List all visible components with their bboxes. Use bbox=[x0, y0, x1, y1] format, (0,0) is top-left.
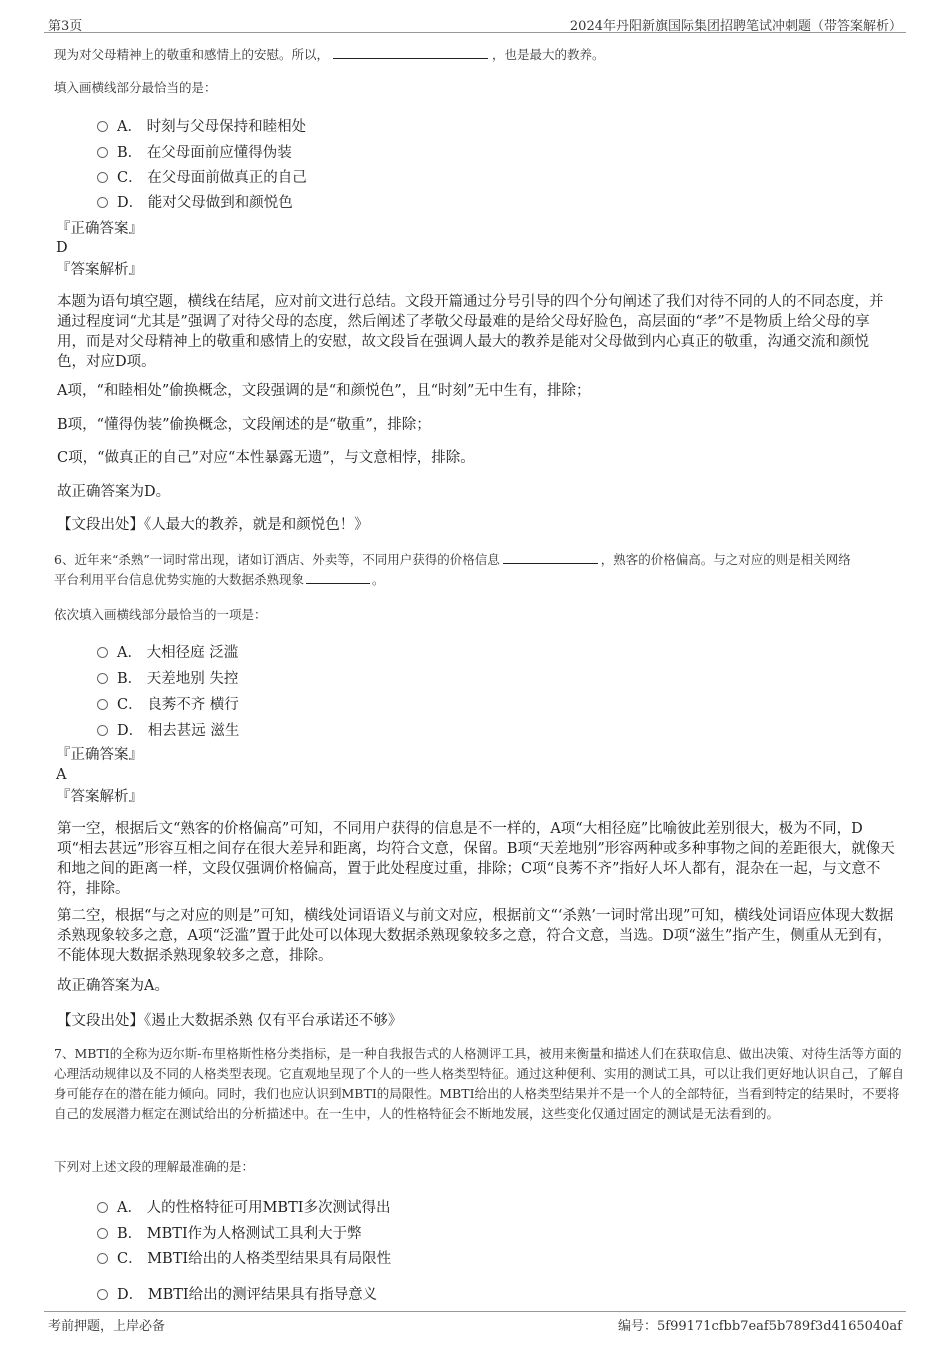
radio-icon[interactable] bbox=[97, 1289, 108, 1300]
q5-explain-b: B项，“懂得伪装”偷换概念，文段阐述的是“敬重”，排除； bbox=[57, 417, 431, 433]
q6-conclusion: 故正确答案为A。 bbox=[57, 978, 169, 994]
q6-analysis-label: 『答案解析』 bbox=[56, 789, 143, 805]
q7-option-d[interactable]: D． MBTI给出的测评结果具有指导意义 bbox=[97, 1283, 377, 1304]
q6-option-a[interactable]: A． 大相径庭 泛滥 bbox=[97, 641, 238, 662]
document-title: 2024年丹阳新旗国际集团招聘笔试冲刺题（带答案解析） bbox=[569, 19, 902, 34]
q6-analysis-1: 第一空，根据后文“熟客的价格偏高”可知，不同用户获得的信息是不一样的，A项“大相径庭”比喻彼此差别很大，极为不同，D项“相去甚远”形容互相之间存在很大差异和距离，均符合文意，保留。B项“天差地别”形容两种或多种事物之间的差距很大，就像天和地之间的距离一样，文段仅强调价格偏高，置于此处程度过重，排除；C项“良莠不齐”指好人坏人都有，混杂在一起，与文意不符，排除。 bbox=[57, 821, 895, 897]
q5-conclusion: 故正确答案为D。 bbox=[57, 484, 171, 500]
q7-option-c[interactable]: C． MBTI给出的人格类型结果具有局限性 bbox=[97, 1247, 391, 1268]
q6-answer-label: 『正确答案』 bbox=[56, 747, 143, 763]
fill-blank bbox=[333, 46, 488, 59]
q6-stem: 6、近年来“杀熟”一词时常出现，诸如订酒店、外卖等，不同用户获得的价格信息 ，熟客的价格偏高。与之对应的则是相关网络 平台利用平台信息优势实施的大数据杀熟现象 。 bbox=[54, 552, 851, 587]
q5-option-a[interactable]: A． 时刻与父母保持和睦相处 bbox=[97, 115, 306, 136]
radio-icon[interactable] bbox=[97, 172, 108, 183]
footer-slogan: 考前押题，上岸必备 bbox=[48, 1319, 166, 1334]
q5-stem: 现为对父母精神上的敬重和感情上的安慰。所以， ，也是最大的教养。 bbox=[54, 47, 605, 62]
q5-prompt: 填入画横线部分最恰当的是： bbox=[54, 80, 217, 95]
q7-option-a[interactable]: A． 人的性格特征可用MBTI多次测试得出 bbox=[97, 1196, 390, 1217]
page-footer bbox=[44, 1311, 906, 1332]
q5-source: 【文段出处】《人最大的教养，就是和颜悦色！》 bbox=[57, 517, 369, 533]
q6-answer: A bbox=[56, 767, 67, 783]
fill-blank bbox=[306, 571, 370, 584]
q5-answer: D bbox=[56, 240, 68, 256]
radio-icon[interactable] bbox=[97, 647, 108, 658]
q7-prompt: 下列对上述文段的理解最准确的是： bbox=[54, 1159, 255, 1174]
q5-explain-a: A项，“和睦相处”偷换概念，文段强调的是“和颜悦色”，且“时刻”无中生有，排除； bbox=[57, 383, 591, 399]
q6-source: 【文段出处】《遏止大数据杀熟 仅有平台承诺还不够》 bbox=[57, 1013, 403, 1029]
radio-icon[interactable] bbox=[97, 725, 108, 736]
q5-option-d[interactable]: D． 能对父母做到和颜悦色 bbox=[97, 191, 293, 212]
radio-icon[interactable] bbox=[97, 699, 108, 710]
radio-icon[interactable] bbox=[97, 1253, 108, 1264]
radio-icon[interactable] bbox=[97, 673, 108, 684]
q6-option-b[interactable]: B． 天差地别 失控 bbox=[97, 667, 238, 688]
fill-blank bbox=[503, 551, 598, 564]
q6-option-c[interactable]: C． 良莠不齐 横行 bbox=[97, 693, 239, 714]
q7-option-b[interactable]: B． MBTI作为人格测试工具利大于弊 bbox=[97, 1222, 362, 1243]
radio-icon[interactable] bbox=[97, 1228, 108, 1239]
q5-option-b[interactable]: B． 在父母面前应懂得伪装 bbox=[97, 141, 292, 162]
page-number: 第3页 bbox=[48, 19, 83, 34]
radio-icon[interactable] bbox=[97, 147, 108, 158]
q5-explain-c: C项，“做真正的自己”对应“本性暴露无遗”，与文意相悖，排除。 bbox=[57, 450, 475, 466]
q5-answer-label: 『正确答案』 bbox=[56, 221, 143, 237]
radio-icon[interactable] bbox=[97, 1202, 108, 1213]
q5-analysis: 本题为语句填空题，横线在结尾，应对前文进行总结。文段开篇通过分号引导的四个分句阐述了我们对待不同的人的不同态度，并通过程度词“尤其是”强调了对待父母的态度，然后阐述了孝敬父母最难的是给父母好脸色，高层面的“孝”不是物质上给父母的享用，而是对父母精神上的敬重和感情上的安慰，故文段旨在强调人最大的教养是能对父母做到内心真正的敬重，沟通交流和颜悦色，对应D项。 bbox=[57, 294, 884, 370]
radio-icon[interactable] bbox=[97, 197, 108, 208]
q6-analysis-2: 第二空，根据“与之对应的则是”可知，横线处词语语义与前文对应，根据前文“‘杀熟’一词时常出现”可知，横线处词语应体现大数据杀熟现象较多之意，A项“泛滥”置于此处可以体现大数据杀熟现象较多之意，符合文意，当选。D项“滋生”指产生，侧重从无到有，不能体现大数据杀熟现象较多之意，排除。 bbox=[57, 908, 894, 964]
q6-prompt: 依次填入画横线部分最恰当的一项是： bbox=[54, 607, 267, 622]
document-code: 编号：5f99171cfbb7eaf5b789f3d4165040af bbox=[618, 1319, 902, 1334]
q5-analysis-label: 『答案解析』 bbox=[56, 262, 143, 278]
page-header bbox=[44, 14, 906, 33]
q7-stem: 7、MBTI的全称为迈尔斯-布里格斯性格分类指标，是一种自我报告式的人格测评工具，被用来衡量和描述人们在获取信息、做出决策、对待生活等方面的心理活动规律以及不同的人格类型表现。它直观地呈现了个人的一些人格类型特征。通过这种便利、实用的测试工具，可以让我们更好地认识自己，了解自身可能存在的潜在能力倾向。同时，我们也应认识到MBTI的局限性。MBTI给出的人格类型结果并不是一个人的全部特征，当看到特定的结果时，不要将自己的发展潜力框定在测试给出的分析描述中。在一生中，人的性格特征会不断地发展，这些变化仅通过固定的测试是无法看到的。 bbox=[54, 1046, 905, 1121]
q6-option-d[interactable]: D． 相去甚远 滋生 bbox=[97, 719, 239, 740]
q5-option-c[interactable]: C． 在父母面前做真正的自己 bbox=[97, 166, 307, 187]
radio-icon[interactable] bbox=[97, 121, 108, 132]
